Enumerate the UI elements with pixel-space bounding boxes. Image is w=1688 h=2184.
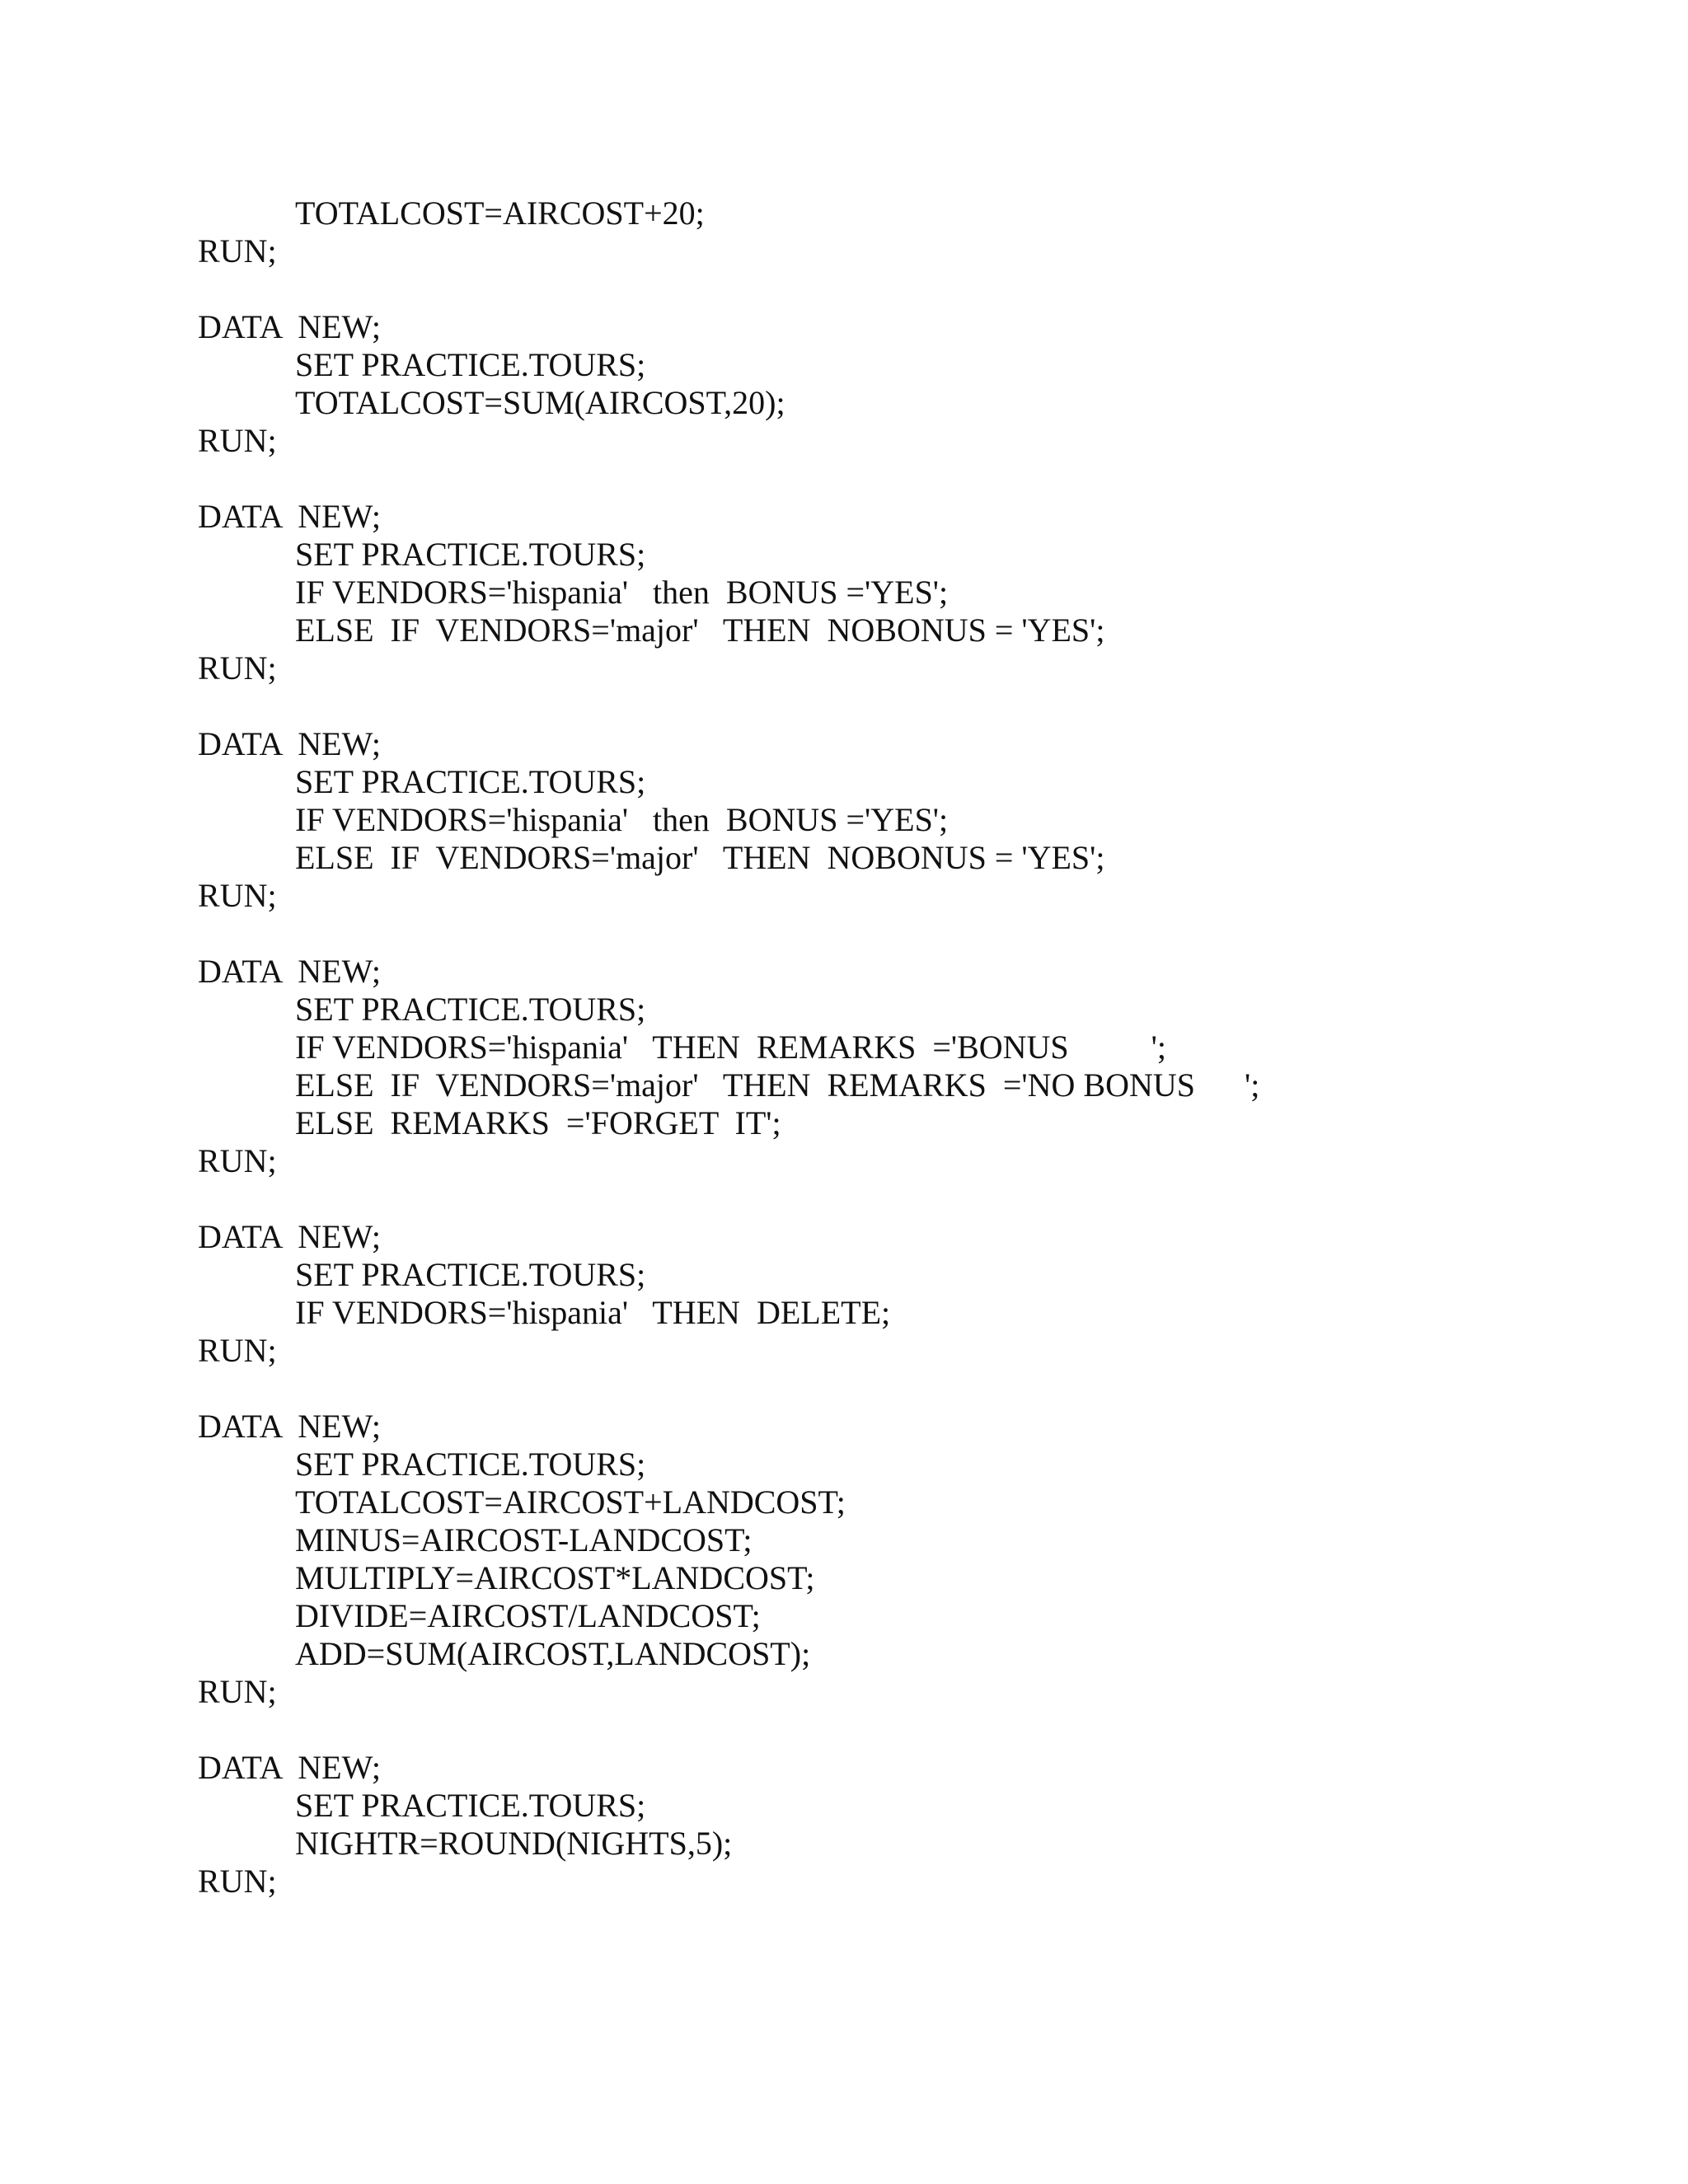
- code-line: IF VENDORS='hispania' then BONUS ='YES';: [295, 574, 949, 611]
- code-line: SET PRACTICE.TOURS;: [295, 991, 646, 1028]
- code-line: SET PRACTICE.TOURS;: [295, 1256, 646, 1293]
- code-line: SET PRACTICE.TOURS;: [295, 1446, 646, 1483]
- code-line: DATA NEW;: [198, 1749, 381, 1786]
- code-line: DATA NEW;: [198, 498, 381, 535]
- code-line: IF VENDORS='hispania' THEN DELETE;: [295, 1294, 891, 1331]
- code-line: ELSE REMARKS ='FORGET IT';: [295, 1104, 781, 1141]
- code-line: RUN;: [198, 1332, 277, 1369]
- code-line: IF VENDORS='hispania' THEN REMARKS ='BONUS ';: [295, 1029, 1166, 1066]
- code-line: RUN;: [198, 422, 277, 459]
- code-line: NIGHTR=ROUND(NIGHTS,5);: [295, 1825, 733, 1862]
- code-line: DATA NEW;: [198, 953, 381, 990]
- code-line: SET PRACTICE.TOURS;: [295, 763, 646, 800]
- code-line: SET PRACTICE.TOURS;: [295, 536, 646, 573]
- code-line: TOTALCOST=AIRCOST+20;: [295, 194, 705, 232]
- code-line: TOTALCOST=AIRCOST+LANDCOST;: [295, 1483, 846, 1521]
- code-line: MINUS=AIRCOST-LANDCOST;: [295, 1521, 753, 1558]
- code-line: ELSE IF VENDORS='major' THEN NOBONUS = 'YES';: [295, 839, 1105, 876]
- code-line: ADD=SUM(AIRCOST,LANDCOST);: [295, 1635, 811, 1672]
- code-line: DATA NEW;: [198, 308, 381, 345]
- code-line: RUN;: [198, 1863, 277, 1900]
- code-line: DATA NEW;: [198, 725, 381, 762]
- code-line: RUN;: [198, 649, 277, 687]
- code-line: MULTIPLY=AIRCOST*LANDCOST;: [295, 1559, 815, 1596]
- code-line: RUN;: [198, 1142, 277, 1179]
- code-line: ELSE IF VENDORS='major' THEN REMARKS ='NO BONUS ';: [295, 1066, 1260, 1104]
- code-line: DIVIDE=AIRCOST/LANDCOST;: [295, 1597, 761, 1634]
- code-line: IF VENDORS='hispania' then BONUS ='YES';: [295, 801, 949, 838]
- code-line: DATA NEW;: [198, 1408, 381, 1445]
- code-line: RUN;: [198, 877, 277, 914]
- code-line: DATA NEW;: [198, 1218, 381, 1255]
- code-line: RUN;: [198, 232, 277, 269]
- code-line: SET PRACTICE.TOURS;: [295, 346, 646, 383]
- code-line: ELSE IF VENDORS='major' THEN NOBONUS = 'YES';: [295, 612, 1105, 649]
- code-line: TOTALCOST=SUM(AIRCOST,20);: [295, 384, 785, 421]
- code-line: SET PRACTICE.TOURS;: [295, 1787, 646, 1824]
- code-line: RUN;: [198, 1673, 277, 1710]
